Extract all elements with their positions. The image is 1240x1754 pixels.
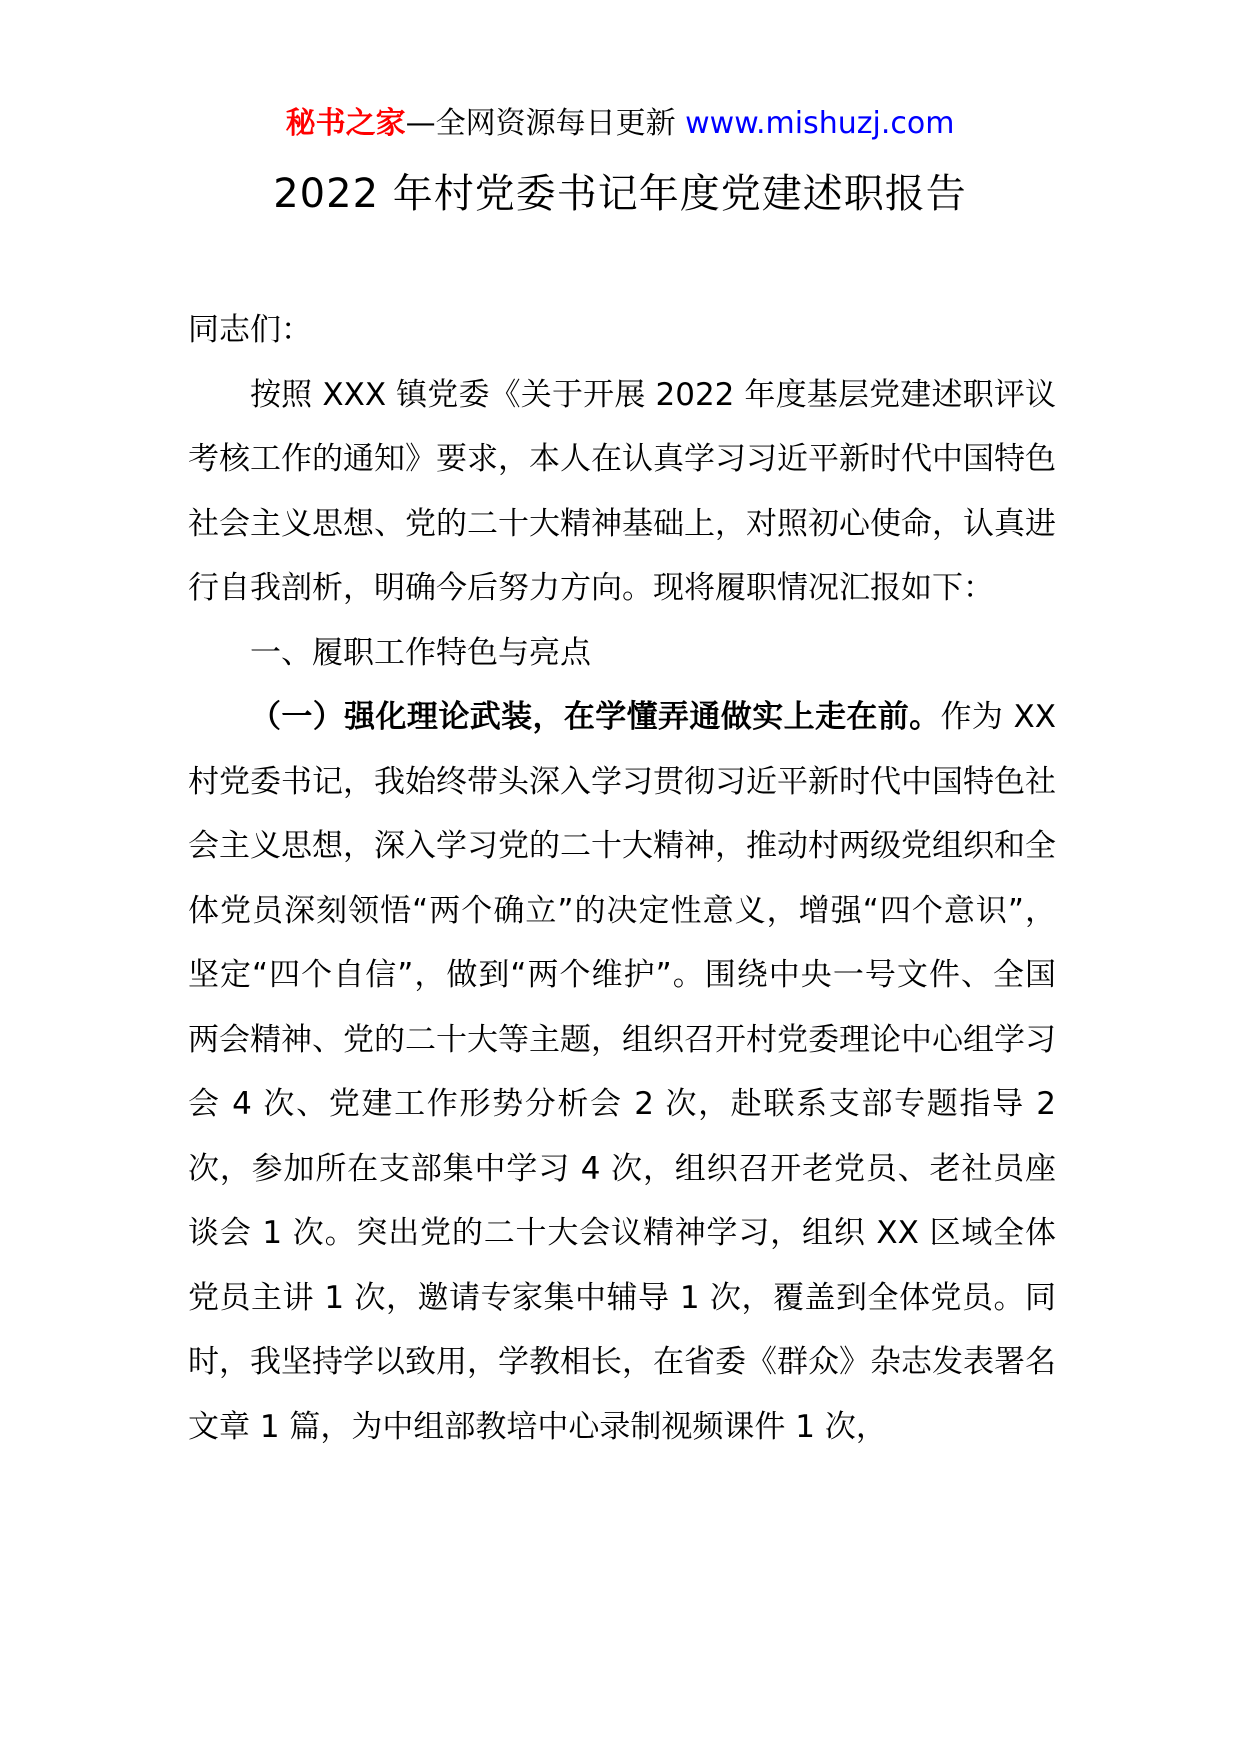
intro-paragraph: 按照 XXX 镇党委《关于开展 2022 年度基层党建述职评议考核工作的通知》要求，本人在认真学习习近平新时代中国特色社会主义思想、党的二十大精神基础上，对照初心使命，认真进行自我剖析，明确今后努力方向。现将履职情况汇报如下： — [188, 376, 1056, 606]
banner-tagline: —全网资源每日更新 — [405, 106, 686, 141]
subsection-heading: （一）强化理论武装，在学懂弄通做实上走在前。 — [250, 699, 941, 735]
subsection-paragraph — [188, 685, 1056, 1459]
banner-url-link[interactable]: www.mishuzj.com — [685, 106, 955, 141]
subsection-body: 作为 XX 村党委书记，我始终带头深入学习贯彻习近平新时代中国特色社会主义思想，深入学习党的二十大精神，推动村两级党组织和全体党员深刻领悟“两个确立”的决定性意义，增强“四个意识”，坚定“四个自信”，做到“两个维护”。围绕中央一号文件、全国两会精神、党的二十大等主题，组织召开村党委理论中心组学习会 4 次、党建工作形势分析会 2 次，赴联系支部专题指导 2 次，参加所在支部集中学习 4 次，组织召开老党员、老社员座谈会 1 次。突出党的二十大会议精神学习，组织 XX 区域全体党员主讲 1 次，邀请专家集中辅导 1 次，覆盖到全体党员。同时，我坚持学以致用，学教相长，在省委《群众》杂志发表署名文章 1 篇，为中组部教培中心录制视频课件 1 次， — [188, 699, 1057, 1445]
section-heading: 一、履职工作特色与亮点 — [250, 634, 591, 671]
document-title: 2022 年村党委书记年度党建述职报告 — [273, 171, 967, 217]
document-body — [188, 298, 1056, 1459]
site-banner — [0, 104, 1240, 144]
salutation: 同志们： — [188, 312, 312, 348]
banner-brand: 秘书之家 — [285, 106, 406, 141]
